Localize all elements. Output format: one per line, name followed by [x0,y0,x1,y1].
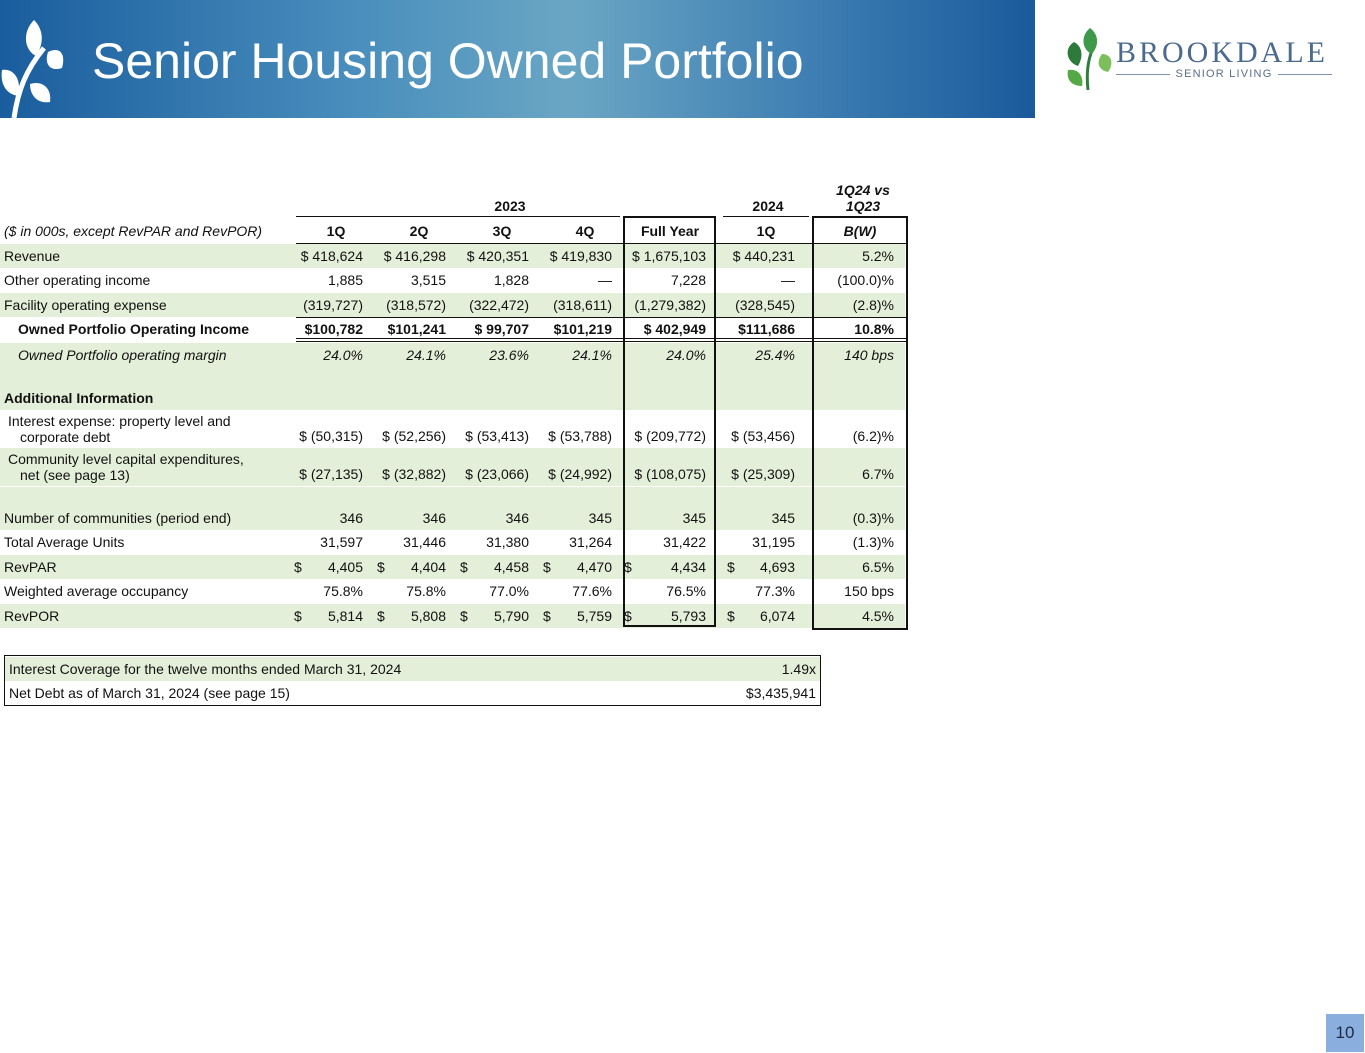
dollar-sign: $ [377,608,385,624]
row-value: 1,828 [493,272,529,288]
net-debt-label: Net Debt as of March 31, 2024 (see page 15) [9,685,290,701]
col-1q-2023: 1Q [326,223,346,239]
dollar-sign: $ [543,608,551,624]
row-label: Interest expense: property level and corporate debt [8,413,231,445]
row-value: 77.0% [489,583,529,599]
row-value: 4,693 [759,559,795,575]
row-value: $ 402,949 [643,321,706,337]
row-value: 31,422 [663,534,706,550]
table-row-revenue [0,244,905,268]
table-row-revpor [0,604,905,628]
row-value: 31,597 [320,534,363,550]
row-label: Additional Information [4,390,154,406]
summary-box [4,655,821,706]
row-value: 24.0% [666,347,706,363]
row-value: $ (50,315) [299,428,363,444]
row-value: 75.8% [323,583,363,599]
row-label: Total Average Units [4,534,125,550]
row-value: (2.8)% [852,297,894,313]
dollar-sign: $ [543,559,551,575]
table-row-facility-operating-expense [0,293,905,317]
row-value: 4,404 [410,559,446,575]
brookdale-logo [1062,28,1342,92]
row-value: $ 1,675,103 [632,248,706,264]
row-value: 24.0% [323,347,363,363]
row-value: (1,279,382) [634,297,706,313]
row-value: $ 440,231 [732,248,795,264]
table-row-additional-information [0,386,905,410]
col-3q-2023: 3Q [492,223,512,239]
interest-coverage-value: 1.49x [781,661,816,677]
row-value: 4,405 [327,559,363,575]
row-value: 77.3% [755,583,795,599]
row-value: (328,545) [735,297,795,313]
row-value: $111,686 [738,321,795,337]
table-row-other-operating-income [0,268,905,293]
row-value: 6.5% [862,559,894,575]
dollar-sign: $ [460,608,468,624]
row-value: $ (209,772) [634,428,706,444]
row-value: (0.3)% [852,510,894,526]
net-debt-row [5,681,820,705]
table-row-number-of-communities [0,506,905,530]
row-value: 5.2% [862,248,894,264]
row-value: 10.8% [854,321,894,337]
row-value: 24.1% [406,347,446,363]
row-value: — [598,272,612,288]
row-label: Number of communities (period end) [4,510,232,526]
row-value: 346 [339,510,363,526]
leaf-sprig-icon [0,10,70,118]
row-value: 346 [422,510,446,526]
row-value: 76.5% [666,583,706,599]
spacer-row [0,487,905,506]
row-value: $ (25,309) [731,466,795,482]
row-value: 31,446 [403,534,446,550]
row-value: $101,241 [387,321,446,337]
row-value: 345 [771,510,795,526]
net-debt-value: $3,435,941 [745,685,816,701]
row-value: 1,885 [327,272,363,288]
row-value: 5,808 [410,608,446,624]
table-row-weighted-average-occupancy [0,579,905,604]
row-value: $ (53,788) [548,428,612,444]
row-label: Revenue [4,248,61,264]
row-value: 4.5% [862,608,894,624]
row-value: 140 bps [844,347,894,363]
row-value: 4,458 [493,559,529,575]
row-value: 6,074 [759,608,795,624]
interest-coverage-row [5,657,820,681]
row-value: $ (53,456) [731,428,795,444]
row-label: Community level capital expenditures, net (see page 13) [8,451,244,483]
row-value: $ 418,624 [300,248,363,264]
row-value: (1.3)% [852,534,894,550]
table-row-interest-expense [0,410,905,448]
row-value: (319,727) [303,297,363,313]
year-2023-header: 2023 [494,198,526,214]
dollar-sign: $ [294,608,302,624]
table-row-revpar [0,555,905,579]
row-value: 31,264 [569,534,612,550]
row-value: 6.7% [862,466,894,482]
full-year-column-box [623,216,716,627]
row-value: $ (53,413) [465,428,529,444]
dollar-sign: $ [624,608,632,624]
table-row-operating-margin [0,343,905,367]
row-label: RevPAR [4,559,57,575]
dollar-sign: $ [294,559,302,575]
row-value: $ (27,135) [299,466,363,482]
row-label: Weighted average occupancy [4,583,189,599]
compare-header-top: 1Q24 vs [836,182,890,198]
bw-column-box [812,216,908,630]
interest-coverage-label: Interest Coverage for the twelve months ended March 31, 2024 [9,661,402,677]
page-number: 10 [1326,1014,1364,1052]
dollar-sign: $ [460,559,468,575]
units-note: ($ in 000s, except RevPAR and RevPOR) [4,223,263,239]
row-value: 31,380 [486,534,529,550]
row-value: 23.6% [489,347,529,363]
col-1q-2024: 1Q [756,223,776,239]
row-value: 7,228 [670,272,706,288]
row-value: $ (32,882) [382,466,446,482]
row-value: 3,515 [410,272,446,288]
table-header-row [0,219,905,243]
table-row-capital-expenditures [0,448,905,486]
row-label: Owned Portfolio Operating Income [18,321,250,337]
row-value: $ 419,830 [549,248,612,264]
col-4q-2023: 4Q [575,223,595,239]
row-value: 24.1% [572,347,612,363]
year-2024-header: 2024 [752,198,784,214]
row-value: $ 99,707 [474,321,529,337]
row-label: Facility operating expense [4,297,167,313]
row-value: 25.4% [755,347,795,363]
row-value: 75.8% [406,583,446,599]
dollar-sign: $ [624,559,632,575]
title-banner [0,0,1035,118]
col-full-year: Full Year [640,223,700,239]
brookdale-leaf-icon [1062,28,1114,90]
row-value: 150 bps [844,583,894,599]
row-label: RevPOR [4,608,60,624]
row-value: 5,814 [327,608,363,624]
row-value: (322,472) [469,297,529,313]
row-value: 345 [682,510,706,526]
row-value: 5,790 [493,608,529,624]
row-value: 5,759 [576,608,612,624]
row-value: 4,434 [670,559,706,575]
row-value: 31,195 [752,534,795,550]
row-label: Other operating income [4,272,151,288]
col-2q-2023: 2Q [409,223,429,239]
dollar-sign: $ [377,559,385,575]
row-value: 5,793 [670,608,706,624]
row-value: $ 416,298 [383,248,446,264]
compare-header-bottom: 1Q23 [845,198,881,214]
dollar-sign: $ [727,559,735,575]
row-value: $100,782 [304,321,363,337]
row-value: (318,572) [386,297,446,313]
row-value: $ (52,256) [382,428,446,444]
table-row-total-average-units [0,530,905,555]
row-value: $ (24,992) [548,466,612,482]
row-value: 345 [588,510,612,526]
row-value: 77.6% [572,583,612,599]
col-bw: B(W) [843,223,877,239]
logo-wordmark: BROOKDALE [1116,36,1328,69]
spacer-row [0,367,905,386]
logo-subtitle: SENIOR LIVING [1116,68,1332,80]
row-label: Owned Portfolio operating margin [18,347,227,363]
row-value: 4,470 [576,559,612,575]
row-value: (100.0)% [837,272,894,288]
page-title: Senior Housing Owned Portfolio [92,33,804,89]
dollar-sign: $ [727,608,735,624]
row-value: $ (108,075) [634,466,706,482]
row-value: $101,219 [553,321,612,337]
row-value: (318,611) [553,297,612,313]
row-value: $ 420,351 [466,248,529,264]
row-value: — [781,272,795,288]
row-value: 346 [505,510,529,526]
row-value: (6.2)% [852,428,894,444]
row-value: $ (23,066) [465,466,529,482]
